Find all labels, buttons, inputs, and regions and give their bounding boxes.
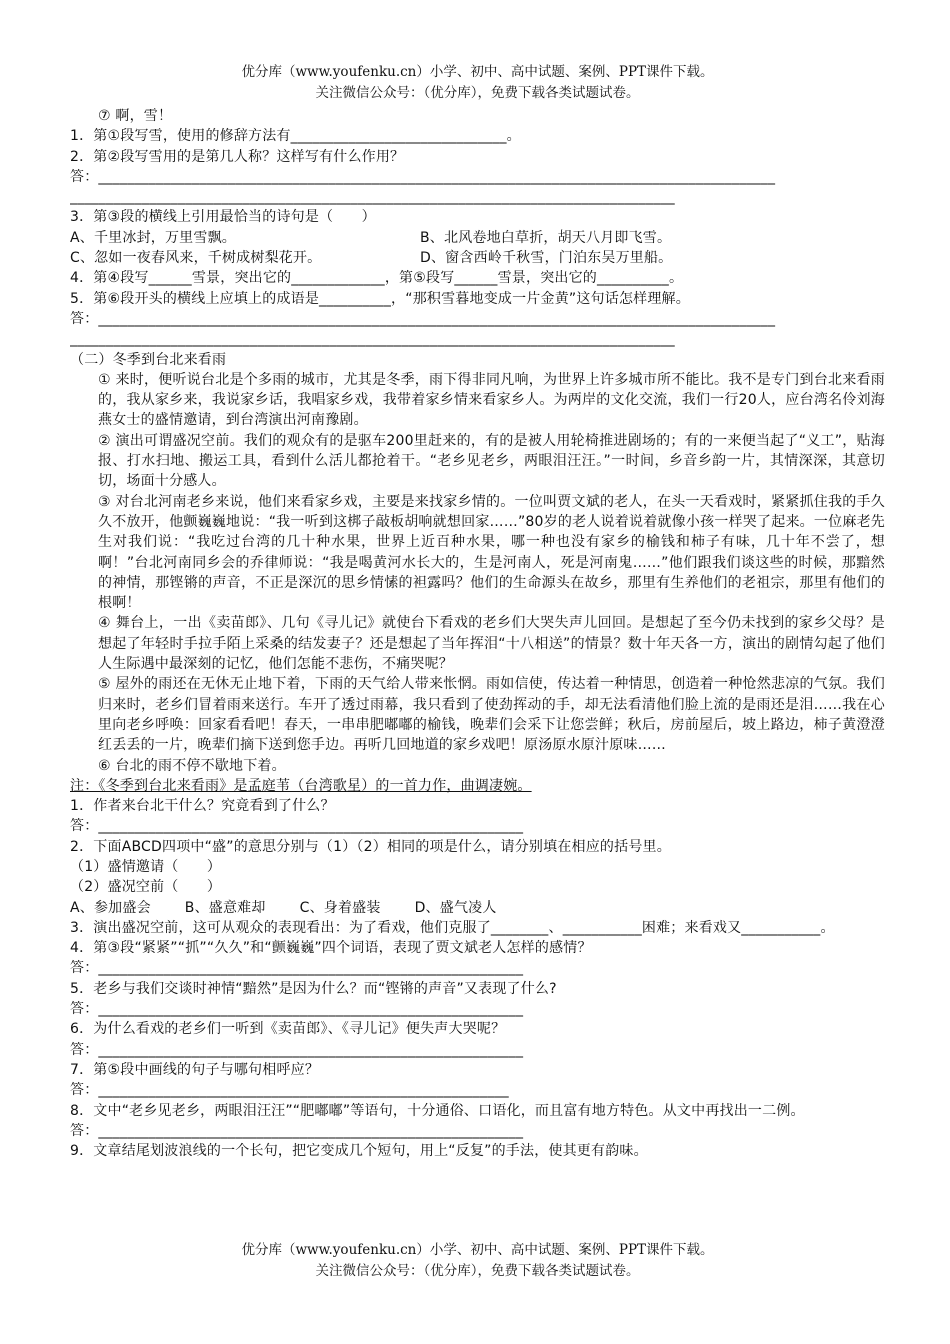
question-8: 8．文中“老乡见老乡，两眼泪汪汪”“肥嘟嘟”等语句，十分通俗、口语化，而且富有地方特色。从文中再找出一二例。 xyxy=(70,1102,805,1119)
options-row xyxy=(70,228,885,248)
question-3: 3．演出盛况空前，这可从观众的表现看出：为了看戏，他们克服了________、___________困难；来看戏又___________。 xyxy=(70,919,835,936)
question-9: 9．文章结尾划波浪线的一个长句，把它变成几个短句，用上“反复”的手法，使其更有韵味。 xyxy=(70,1143,648,1160)
answer-line: 答：___________________________________________________________ xyxy=(70,960,524,977)
option-d: D、窗含西岭千秋雪，门泊东吴万里船。 xyxy=(420,250,673,267)
section-title: （二）冬季到台北来看雨 xyxy=(70,351,227,368)
sub-item-2: （2）盛况空前（ ） xyxy=(70,879,222,896)
question-1: 1．第①段写雪，使用的修辞方法有______________________________。 xyxy=(70,128,521,145)
question-3: 3．第③段的横线上引用最恰当的诗句是（ ） xyxy=(70,209,376,226)
answer-line: 答：___________________________________________________________ xyxy=(70,1041,524,1058)
answer-line: ____________________________________________________________________________________ xyxy=(70,331,675,348)
option-c: C、忽如一夜春风来，千树成树梨花开。 xyxy=(70,250,322,267)
question-5: 5．老乡与我们交谈时神情“黯然”是因为什么？而“铿锵的声音”又表现了什么? xyxy=(70,980,557,997)
question-4: 4．第③段“紧紧”“抓”“久久”和“颤巍巍”四个词语，表现了贾文斌老人怎样的感情？ xyxy=(70,940,592,957)
document-page xyxy=(70,62,885,1161)
option-b: B、盛意难却 xyxy=(184,899,266,916)
question-4: 4．第④段写______雪景，突出它的_____________，第⑤段写______雪景，突出它的__________。 xyxy=(70,270,684,287)
answer-line: 答：___________________________________________________________ xyxy=(70,1001,524,1018)
passage-paragraph-5: ⑤ 屋外的雨还在无休无止地下着，下雨的天气给人带来怅惘。雨如信使，传达着一种情思，创造着一种怆然悲凉的气氛。我们归来时，老乡们冒着雨来送行。车开了透过雨幕，我只看到了使劲挥动的手，却无法看清他们脸上流的是雨还是泪……我在心里向老乡呼唤：回家看看吧！春天，一串串肥嘟嘟的榆钱，晚辈们会采下让您尝鲜；秋后，房前屋后，坡上路边，柿子黄澄澄红丢丢的一片，晚辈们摘下送到您手边。再听几回地道的家乡戏吧！原汤原水原汁原味…… xyxy=(98,676,885,754)
option-a: A、千里冰封，万里雪飘。 xyxy=(70,229,236,246)
sub-item-1: （1）盛情邀请（ ） xyxy=(70,858,222,875)
footer-line-2: 关注微信公众号：（优分库），免费下载各类试题试卷。 xyxy=(315,1263,640,1279)
question-2: 2．第②段写雪用的是第几人称？这样写有什么作用？ xyxy=(70,148,405,165)
passage-paragraph-6: ⑥ 台北的雨不停不歇地下着。 xyxy=(98,757,286,774)
option-c: C、身着盛装 xyxy=(299,899,381,916)
answer-line: 答：___________________________________________________________ xyxy=(70,1122,524,1139)
answer-line: ____________________________________________________________________________________ xyxy=(70,189,675,206)
option-a: A、参加盛会 xyxy=(70,899,151,916)
header-line-1: 优分库（www.youfenku.cn）小学、初中、高中试题、案例、PPT课件下载。 xyxy=(241,64,714,80)
question-5: 5．第⑥段开头的横线上应填上的成语是__________，“那积雪暮地变成一片金黄”这句话怎样理解。 xyxy=(70,290,690,307)
option-b: B、北风卷地白草折，胡天八月即飞雪。 xyxy=(420,229,672,246)
option-d: D、盛气凌人 xyxy=(414,899,497,916)
passage-paragraph-2: ② 演出可谓盛况空前。我们的观众有的是驱车200里赶来的，有的是被人用轮椅推进剧场的；有的一来便当起了“义工”，贴海报、打水扫地、搬运工具，看到什么活儿都抢着干。“老乡见老乡，两眼泪汪汪。”一时间，乡音乡韵一片，其情深深，其意切切，场面十分感人。 xyxy=(98,432,885,490)
passage-paragraph-3: ③ 对台北河南老乡来说，他们来看家乡戏，主要是来找家乡情的。一位叫贾文斌的老人，在头一天看戏时，紧紧抓住我的手久久不放开，他颤巍巍地说：“我一听到这梆子敲板胡响就想回家……”80岁的老人说着说着就像小孩一样哭了起来。一位麻老先生对我们说：“我吃过台湾的几十种水果，世界上近百种水果，哪一种也没有家乡的榆钱和柿子有味，几十年不尝了，想啊！”台北河南同乡会的乔律师说：“我是喝黄河水长大的，生是河南人，死是河南鬼……”他们跟我们谈这些的时候，那黯然的神情，那铿锵的声音，不正是深沉的思乡情愫的袒露吗？他们的生命源头在故乡，那里有生养他们的老祖宗，那里有他们的根啊！ xyxy=(98,493,885,612)
answer-line: 答：___________________________________________________________ xyxy=(70,818,524,835)
document-body xyxy=(70,106,885,1161)
passage-paragraph-4: ④ 舞台上，一出《卖苗郎》、几句《寻儿记》就使台下看戏的老乡们大哭失声儿回回。是想起了至今仍未找到的家乡父母？是想起了年轻时手拉手陌上采桑的结发妻子？还是想起了当年挥泪“十八相送”的情景？数十年天各一方，演出的剧情勾起了他们人生际遇中最深刻的记忆，他们怎能不悲伤，不痛哭呢？ xyxy=(98,615,885,673)
paragraph-7: ⑦ 啊，雪！ xyxy=(98,108,173,124)
answer-line: 答：_________________________________________________________ xyxy=(70,1082,509,1099)
question-6: 6．为什么看戏的老乡们一听到《卖苗郎》、《寻儿记》便失声大哭呢？ xyxy=(70,1021,506,1038)
header-line-2: 关注微信公众号：（优分库），免费下载各类试题试卷。 xyxy=(315,85,640,101)
question-7: 7．第⑤段中画线的句子与哪句相呼应？ xyxy=(70,1061,320,1078)
page-footer xyxy=(70,1240,885,1282)
options-row xyxy=(70,248,885,268)
options-row xyxy=(70,898,885,918)
page-header xyxy=(70,62,885,104)
footer-line-1: 优分库（www.youfenku.cn）小学、初中、高中试题、案例、PPT课件下载。 xyxy=(241,1242,714,1258)
answer-line: 答：______________________________________________________________________________________________ xyxy=(70,310,776,327)
passage-paragraph-1: ① 来时，便听说台北是个多雨的城市，尤其是冬季，雨下得非同凡响，为世界上许多城市所不能比。我不是专门到台北来看雨的，我从家乡来，我说家乡话，我唱家乡戏，我带着家乡情来看家乡人。为两岸的文化交流，我们一行20人，应台湾名伶刘海燕女士的盛情邀请，到台湾演出河南豫剧。 xyxy=(98,371,885,429)
passage-note: 注：《冬季到台北来看雨》是孟庭苇（台湾歌星）的一首力作，曲调凄婉。 xyxy=(70,777,532,794)
question-1: 1．作者来台北干什么？究竟看到了什么？ xyxy=(70,798,335,815)
question-2: 2．下面ABCD四项中“盛”的意思分别与（1）（2）相同的项是什么，请分别填在相应的括号里。 xyxy=(70,838,671,855)
answer-line: 答：______________________________________________________________________________________________ xyxy=(70,168,776,185)
